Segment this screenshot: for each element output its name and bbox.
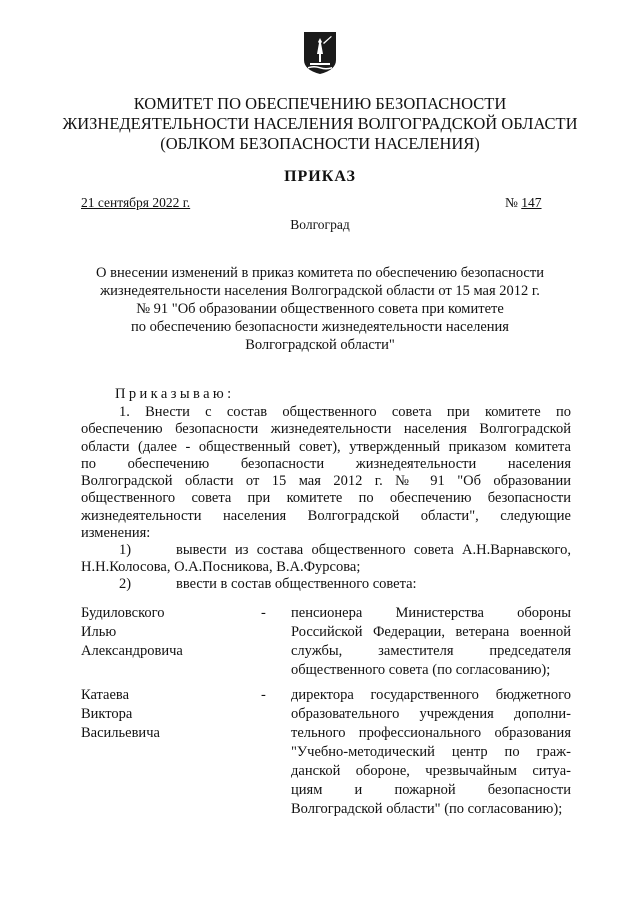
volgograd-coat-of-arms-icon	[302, 30, 338, 76]
member-desc-line: циям и пожарной безопасности	[291, 782, 571, 798]
org-line: (ОБЛКОМ БЕЗОПАСНОСТИ НАСЕЛЕНИЯ)	[160, 134, 480, 153]
member-name-line: Александровича	[81, 643, 183, 659]
organization-name	[40, 94, 600, 154]
org-line: ЖИЗНЕДЕЯТЕЛЬНОСТИ НАСЕЛЕНИЯ ВОЛГОГРАДСКОЙ ОБЛАСТИ	[62, 114, 578, 133]
item-1-line: вывести из состава общественного совета А.Н.Варнавского,	[176, 542, 571, 558]
member-desc-line: "Учебно-методический центр по граж-	[291, 744, 571, 760]
member-desc-line: Российской Федерации, ветерана военной	[291, 624, 571, 640]
order-word: Приказываю:	[115, 386, 235, 402]
paragraph-line: 1. Внести с состав общественного совета при комитете по	[119, 404, 571, 420]
subject-line: О внесении изменений в приказ комитета по обеспечению безопасности	[96, 265, 544, 281]
paragraph-line: общественного совета при комитете по обеспечению безопасности	[81, 490, 571, 507]
member-desc-line: общественного совета (по согласованию);	[291, 662, 551, 678]
document-type: ПРИКАЗ	[284, 168, 356, 185]
member-description	[291, 604, 571, 680]
order-subject	[60, 264, 580, 354]
order-number-value: 147	[521, 195, 542, 210]
member-dash: -	[261, 687, 266, 703]
member-name-line: Илью	[81, 624, 117, 640]
subject-line: Волгоградской области"	[245, 337, 395, 353]
member-name-line: Васильевича	[81, 725, 160, 741]
member-name-line: Виктора	[81, 706, 133, 722]
member-desc-line: данской обороне, чрезвычайным ситуа-	[291, 763, 571, 779]
member-desc-line: пенсионера Министерства обороны	[291, 605, 571, 621]
paragraph-line: изменения:	[81, 525, 151, 542]
order-date: 21 сентября 2022 г.	[81, 195, 191, 210]
paragraph-line: области (далее - общественный совет), утвержденный приказом комитета	[81, 438, 571, 455]
org-line: КОМИТЕТ ПО ОБЕСПЕЧЕНИЮ БЕЗОПАСНОСТИ	[133, 94, 507, 113]
member-desc-line: службы, заместителя председателя	[291, 643, 571, 659]
paragraph-line: жизнедеятельности населения Волгоградской области", следующие	[81, 507, 571, 524]
paragraph-line: обеспечению безопасности жизнедеятельности населения Волгоградской	[81, 421, 571, 438]
member-desc-line: директора государственного бюджетного	[291, 687, 571, 703]
item-1-number: 1)	[119, 542, 132, 558]
member-name-line: Катаева	[81, 687, 130, 703]
paragraph-line: по обеспечению безопасности жизнедеятельности населения	[81, 455, 571, 472]
member-name-line: Будиловского	[81, 605, 165, 621]
member-description	[291, 686, 571, 819]
member-dash: -	[261, 605, 266, 621]
item-2-text: ввести в состав общественного совета:	[176, 576, 417, 592]
paragraph-1	[81, 404, 571, 542]
member-name	[81, 604, 241, 661]
member-name	[81, 686, 241, 743]
item-2-number: 2)	[119, 576, 132, 592]
member-desc-line: тельного профессионального образования	[291, 725, 571, 741]
member-desc-line: Волгоградской области" (по согласованию);	[291, 801, 563, 817]
member-desc-line: образовательного учреждения дополни-	[291, 706, 571, 722]
city: Волгоград	[290, 217, 350, 232]
order-number-prefix: №	[505, 195, 522, 210]
subject-line: по обеспечению безопасности жизнедеятельности населения	[131, 319, 509, 335]
item-1-line: Н.Н.Колосова, О.А.Посникова, В.А.Фурсова;	[81, 559, 361, 575]
subject-line: жизнедеятельности населения Волгоградской области от 15 мая 2012 г.	[100, 283, 540, 299]
paragraph-line: Волгоградской области от 15 мая 2012 г. № 91 "Об образовании	[81, 473, 571, 490]
order-number	[505, 195, 542, 211]
subject-line: № 91 "Об образовании общественного совета при комитете	[136, 301, 504, 317]
